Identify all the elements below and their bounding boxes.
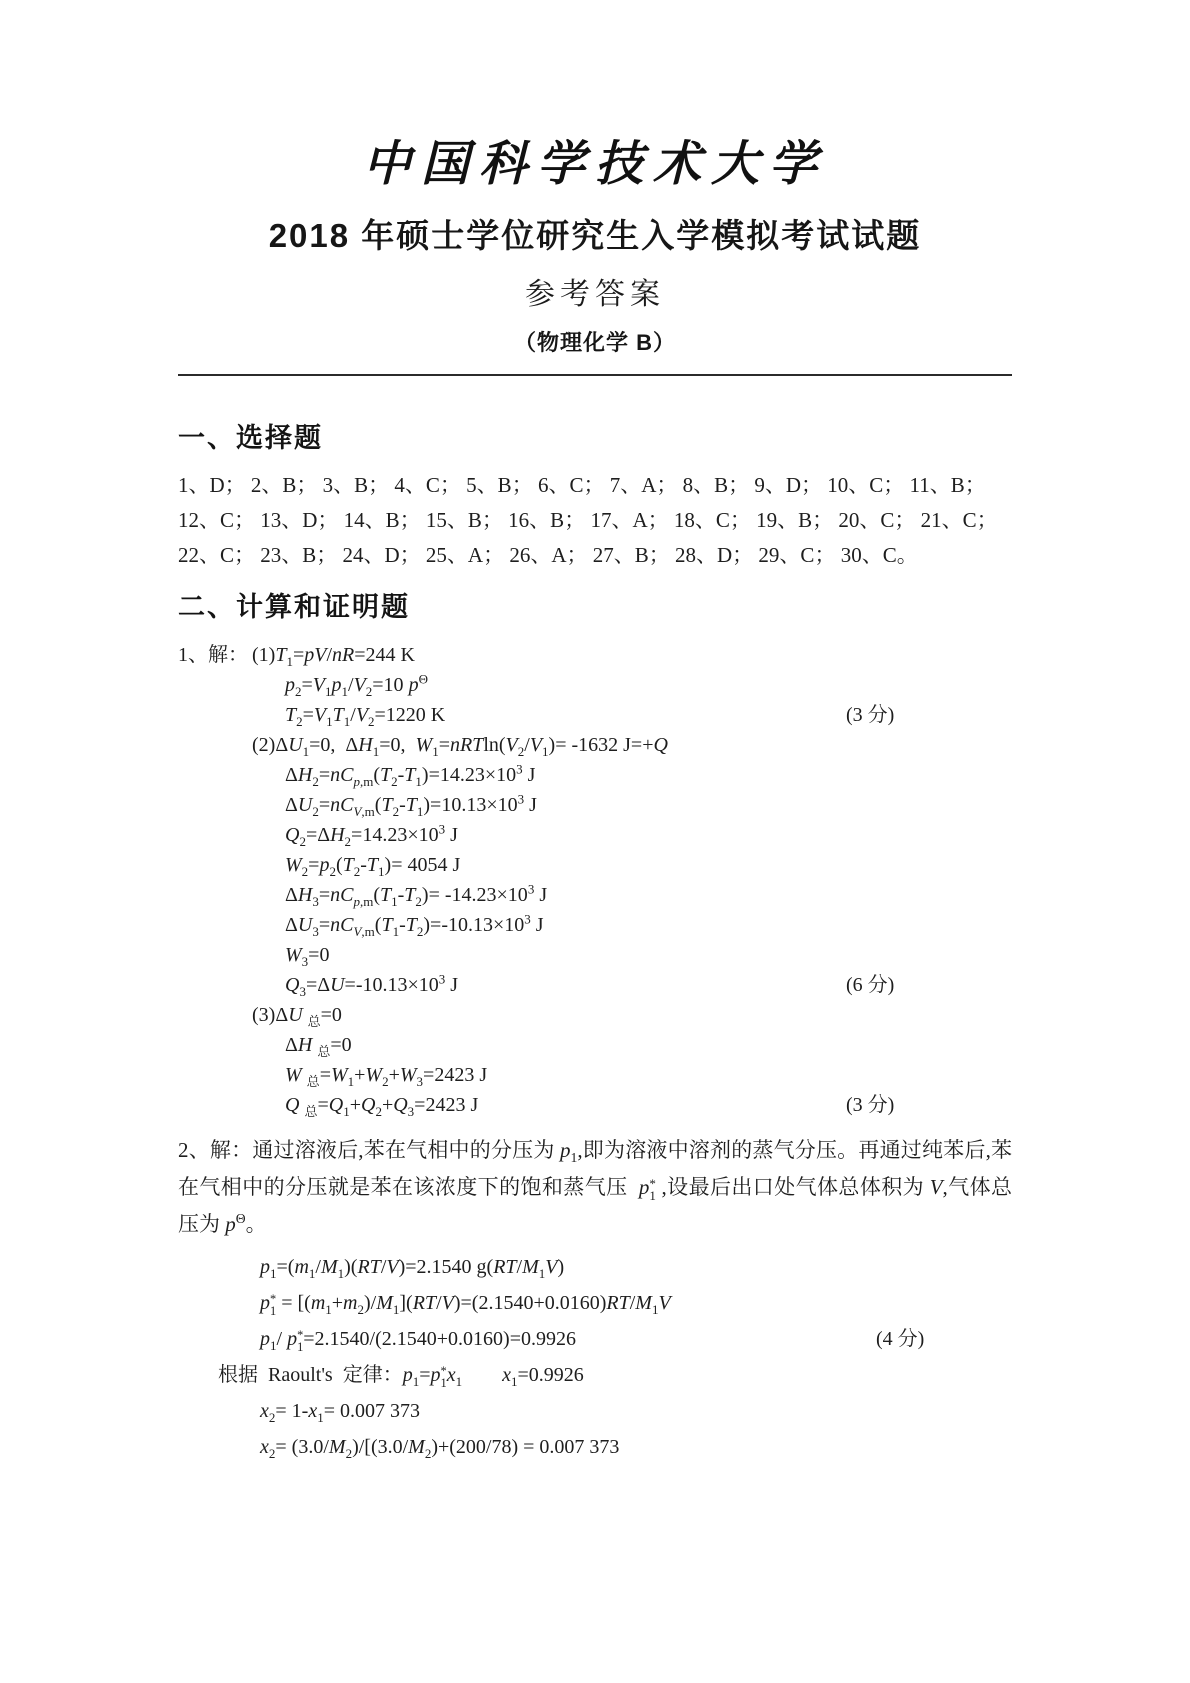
choice-answer-line: 12、C； 13、D； 14、B； 15、B； 16、B； 17、A； 18、C； 19、B； 20、C； 21、C； — [178, 508, 998, 533]
formula-line — [178, 760, 1012, 790]
formula-line — [178, 970, 1012, 1000]
formula: $\Delta H_3=nC_{p,m}(T_1-T_2)= -14.23\times 10^3$ J — [285, 880, 548, 909]
formula: $x_2= 1-x_1= 0.007$ 373 — [260, 1399, 421, 1425]
score-label: (3 分) — [846, 703, 895, 726]
formula-line — [178, 850, 1012, 880]
formula-line — [178, 1357, 1012, 1393]
formula-line — [178, 1249, 1012, 1285]
problem-1-label: 1、解： — [178, 643, 248, 666]
formula-line — [178, 1090, 1012, 1120]
exam-title: 2018 年硕士学位研究生入学模拟考试试题 — [268, 216, 922, 254]
choice-answers — [178, 468, 1012, 573]
formula: $p_2=V_1p_1/V_2=10$ $p^\Theta$ — [285, 670, 428, 699]
formula: $p_1=(m_1/M_1)(RT/V)=2.1540$ $g(RT/M_1V)$ — [260, 1255, 565, 1281]
formula: $(2)\Delta U_1=0$, $\Delta H_1=0$, $W_1=nRTln(V_2/V_1)= -1632$ J=+Q — [252, 733, 668, 759]
formula: $x_2= (3.0/M_2)/[(3.0/M_2)+(200/78) = 0.007$ 373 — [260, 1435, 620, 1461]
problem-2-label: 2、解： — [178, 1137, 253, 1162]
score-label: (3 分) — [846, 1093, 895, 1116]
formula: (3)ΔU $_总$=0 — [252, 1003, 342, 1029]
formula: Q $_总=Q_1+Q_2+Q_3=2423$ J — [285, 1093, 479, 1119]
choice-answer-line: 1、D； 2、B； 3、B； 4、C； 5、B； 6、C； 7、A； 8、B； 9、D； 10、C； 11、B； — [178, 473, 986, 498]
formula: $\Delta U_3=nC_{V,m}(T_1-T_2)=-10.13\times 10^3$ J — [285, 910, 544, 939]
formula-line — [178, 1429, 1012, 1465]
formula-line — [178, 670, 1012, 700]
formula: W $_总=W_1+W_2+W_3=2423$ J — [285, 1063, 488, 1089]
formula-line — [178, 910, 1012, 940]
problem-2 — [178, 1132, 1012, 1465]
formula: $\Delta H_2=nC_{p,m}(T_2-T_1)=14.23\times 10^3$ J — [285, 760, 536, 789]
formula: $T_2=V_1T_1/V_2=1220$ K — [285, 703, 446, 729]
problem-1-lines — [178, 640, 1012, 1120]
formula: $W_2=p_2(T_2-T_1)= 4054$ J — [285, 853, 461, 879]
problem-2-lines — [178, 1249, 1012, 1465]
formula: $(1)T_1=pV/nR=244$ K — [252, 643, 415, 669]
answer-key-title: 参考答案 — [525, 277, 665, 311]
formula-line — [178, 640, 1012, 670]
score-label: (4 分) — [876, 1327, 925, 1350]
problem-2-paragraph-text: 通过溶液后,苯在气相中的分压为 $p_1$,即为溶液中溶剂的蒸气分压。再通过纯苯后,苯在气相中的分压就是苯在该浓度下的饱和蒸气压 p * 1 ,设最后出口处气体总体积为 V,气体总压为 $p^\Theta$。 — [178, 1137, 1013, 1236]
document-header — [178, 138, 1012, 376]
choice-answer-line: 22、C； 23、B； 24、D； 25、A； 26、A； 27、B； 28、D； 29、C； 30、C。 — [178, 543, 918, 568]
formula-line — [178, 880, 1012, 910]
formula-line — [178, 940, 1012, 970]
section-choice-heading: 一、选择题 — [178, 422, 323, 453]
header-divider — [178, 374, 1012, 376]
formula-line — [178, 730, 1012, 760]
formula-line — [178, 1285, 1012, 1321]
formula-line — [178, 820, 1012, 850]
formula-line — [178, 1321, 1012, 1357]
formula: ΔH $_总$=0 — [285, 1033, 352, 1059]
formula-line — [178, 1030, 1012, 1060]
score-label: (6 分) — [846, 973, 895, 996]
formula: $Q_2=\Delta H_2=14.23\times 10^3$ J — [285, 820, 458, 849]
formula: p * 1 = $[(m_1+m_2)/M_1](RT/V)=(2.1540+0.0160)RT/M_1V$ — [260, 1291, 671, 1318]
university-title: 中国科学技术大学 — [362, 136, 827, 192]
formula-line — [178, 790, 1012, 820]
formula: 根据 Raoult's 定律：$p_1=p$ * 1 $x_1$ $x_1=0.9926$ — [218, 1363, 584, 1390]
formula-line — [178, 1000, 1012, 1030]
section-calc-heading: 二、计算和证明题 — [178, 592, 410, 623]
formula: $\Delta U_2=nC_{V,m}(T_2-T_1)=10.13\times 10^3$ J — [285, 790, 537, 819]
problem-2-paragraph — [178, 1132, 1012, 1243]
formula-line — [178, 1060, 1012, 1090]
problem-1 — [178, 640, 1012, 1120]
course-name: （物理化学 B） — [513, 330, 676, 356]
formula: $Q_3=\Delta U=-10.13\times 10^3$ J — [285, 970, 459, 999]
formula: $W_3=0$ — [285, 943, 330, 969]
formula: $p_1/$ p * 1 =2.1540/(2.1540+0.0160)=0.9926 — [260, 1327, 576, 1354]
formula-line — [178, 700, 1012, 730]
formula-line — [178, 1393, 1012, 1429]
